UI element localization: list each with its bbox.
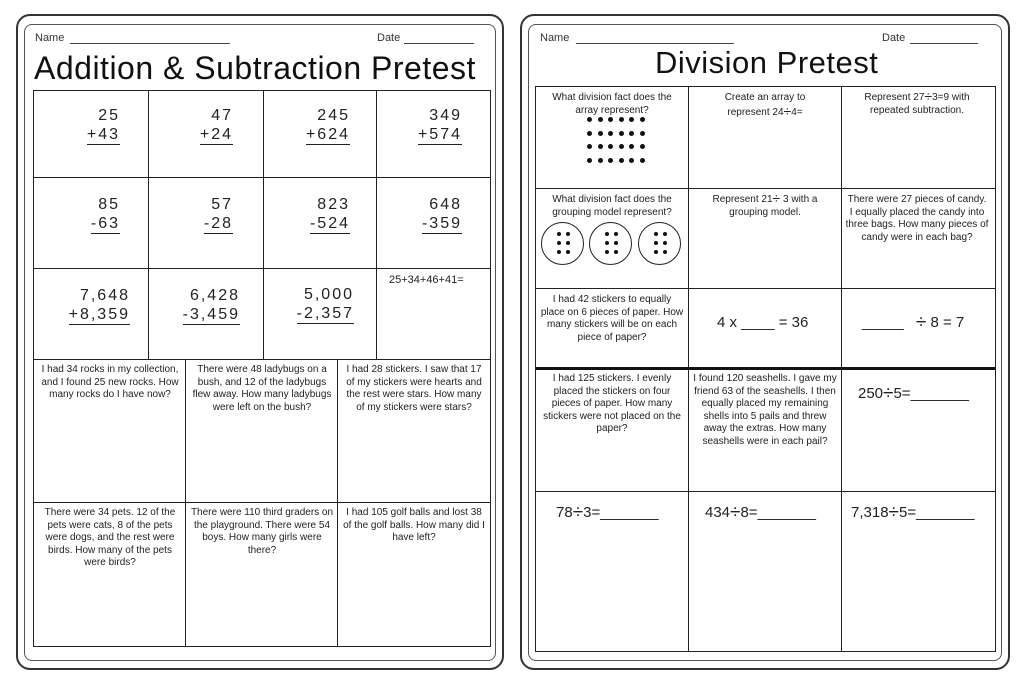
right-date-label: Date [882, 32, 906, 44]
array-dot [619, 158, 624, 163]
group-dot [605, 232, 609, 236]
division-sign-icon: ÷ [924, 88, 933, 104]
right-date-line[interactable] [910, 43, 978, 44]
story-problem: There were 34 pets. 12 of the pets were cats, 8 of the pets were dogs, and the rest were birds. How many of the pets were birds? [44, 507, 176, 568]
missing-dividend-equation [862, 312, 964, 334]
problem-top: 823 [317, 196, 350, 213]
problem-top: 47 [211, 107, 233, 124]
division-equation [851, 502, 974, 524]
problem-bottom: +624 [305, 126, 350, 143]
group-dot [605, 250, 609, 254]
problem-bottom: -524 [309, 215, 350, 232]
array-dot [608, 117, 613, 122]
array-dot [587, 144, 592, 149]
array-dot [640, 131, 645, 136]
even-stickers-story: I had 125 stickers. I evenly placed the stickers on four pieces of paper. How many stickers were not placed on the paper? [543, 373, 681, 434]
grouping-model-prompt [693, 192, 837, 219]
missing-dividend-blank: _____ [862, 314, 904, 331]
group-circle [541, 222, 584, 265]
array-dot [629, 144, 634, 149]
problem-top: 25 [98, 107, 120, 124]
array-dot [640, 144, 645, 149]
division-sign-icon: ÷ [730, 502, 741, 523]
group-dot [566, 250, 570, 254]
array-dot [608, 158, 613, 163]
grouping-prompt-part3: grouping model. [729, 206, 801, 218]
grouping-question: What division fact does the grouping model represent? [552, 194, 672, 218]
left-name-line[interactable] [70, 43, 230, 44]
array-dot [619, 117, 624, 122]
divisor-and-blank: 3=_______ [583, 504, 659, 521]
group-dot [654, 250, 658, 254]
section-divider [536, 367, 995, 370]
right-name-line[interactable] [576, 43, 734, 44]
problem-top: 5,000 [303, 286, 354, 303]
group-dot [654, 232, 658, 236]
group-dot [663, 250, 667, 254]
array-dot [608, 131, 613, 136]
vertical-problem [58, 286, 130, 325]
vertical-problem [183, 195, 233, 234]
array-dot [598, 131, 603, 136]
problem-bottom: -2,357 [296, 305, 354, 322]
vertical-problem [402, 106, 462, 145]
problem-top: 6,428 [189, 287, 240, 304]
vertical-problem [168, 286, 240, 325]
group-dot [654, 241, 658, 245]
group-dot [557, 250, 561, 254]
seashells-story: I found 120 seashells. I gave my friend 63 of the seashells. I then equally placed my remaining shells into 5 pails and threw away the extras. How many seashells were in each pail? [693, 373, 837, 447]
dividend: 434 [705, 504, 731, 521]
array-dot [598, 144, 603, 149]
vertical-problem [70, 106, 120, 145]
dividend: 7,318 [851, 504, 889, 521]
vertical-problem [183, 106, 233, 145]
group-dot [614, 241, 618, 245]
dividend: 78 [556, 504, 573, 521]
story-problem: I had 105 golf balls and lost 38 of the golf balls. How many did I have left? [343, 507, 485, 543]
problem-bottom: -3,459 [182, 306, 240, 323]
create-array-prompt [693, 92, 837, 119]
group-dot [614, 232, 618, 236]
division-sign-icon: ÷ [888, 502, 899, 523]
left-date-line[interactable] [404, 43, 474, 44]
repeated-subtraction-part1: Represent 27 [864, 92, 925, 103]
array-dot [629, 117, 634, 122]
vertical-problem [282, 285, 354, 324]
division-sign-icon: ÷ [883, 383, 894, 404]
vertical-problem [402, 195, 462, 234]
divisor-and-blank: 8=_______ [740, 504, 816, 521]
array-dot [598, 117, 603, 122]
group-dot [557, 241, 561, 245]
repeated-subtraction-part3: repeated subtraction. [870, 104, 964, 116]
right-name-label: Name [540, 32, 570, 44]
stickers-story: I had 42 stickers to equally place on 6 pieces of paper. How many stickers will be on each piece of paper? [540, 294, 684, 343]
array-question: What division fact does the array represent? [552, 92, 672, 116]
dividend: 250 [858, 385, 884, 402]
repeated-subtraction-prompt [845, 90, 989, 117]
group-dot [614, 250, 618, 254]
problem-bottom: +43 [86, 126, 120, 143]
array-dot [619, 131, 624, 136]
story-problem: I had 34 rocks in my collection, and I found 25 new rocks. How many rocks do I have now? [41, 364, 179, 400]
divisor-and-blank: 5=_______ [893, 385, 969, 402]
create-array-line2-end: 4= [791, 106, 803, 118]
array-dot [619, 144, 624, 149]
array-dot [629, 131, 634, 136]
group-dot [663, 232, 667, 236]
group-dot [566, 232, 570, 236]
problem-bottom: +24 [199, 126, 233, 143]
problem-top: 648 [429, 196, 462, 213]
vertical-problem [290, 106, 350, 145]
candy-story: There were 27 pieces of candy. I equally placed the candy into three bags. How many pieces of candy were in each bag? [845, 194, 989, 243]
grouping-prompt-part1: Represent 21 [712, 194, 773, 205]
group-dot [557, 232, 561, 236]
division-equation [556, 502, 659, 524]
right-page-title: Division Pretest [655, 45, 879, 80]
story-problem: There were 110 third graders on the playground. There were 54 boys. How many girls were there? [190, 507, 334, 556]
problem-top: 349 [429, 107, 462, 124]
division-equation [705, 502, 816, 524]
array-dot [598, 158, 603, 163]
group-circle [589, 222, 632, 265]
vertical-problem [290, 195, 350, 234]
array-dot [608, 144, 613, 149]
problem-bottom: +8,359 [68, 306, 130, 323]
left-name-label: Name [35, 32, 65, 44]
division-sign-icon: ÷ [572, 502, 584, 523]
addition-expression: 25+34+46+41= [389, 274, 464, 286]
group-dot [663, 241, 667, 245]
problem-top: 85 [98, 196, 120, 213]
division-sign-icon: ÷ [783, 102, 792, 119]
left-date-label: Date [377, 32, 401, 44]
division-sign-icon: ÷ [772, 190, 781, 206]
story-problem: I had 28 stickers. I saw that 17 of my stickers were hearts and the rest were stars. How many of my stickers were stars? [346, 364, 482, 413]
group-dot [566, 241, 570, 245]
array-dot [587, 158, 592, 163]
problem-top: 245 [317, 107, 350, 124]
grouping-prompt-part2: 3 with a [780, 194, 818, 205]
array-dot [640, 117, 645, 122]
problem-top: 57 [211, 196, 233, 213]
missing-dividend-rest: 8 = 7 [926, 314, 965, 331]
create-array-line2: represent 24 [727, 106, 784, 118]
problem-top: 7,648 [79, 287, 130, 304]
group-dot [605, 241, 609, 245]
array-dot [640, 158, 645, 163]
left-page-title: Addition & Subtraction Pretest [34, 50, 476, 86]
story-problem: There were 48 ladybugs on a bush, and 12 of the ladybugs flew away. How many ladybugs were left on the bush? [192, 364, 332, 413]
problem-bottom: -28 [203, 215, 233, 232]
problem-bottom: +574 [417, 126, 462, 143]
create-array-line1: Create an array to [724, 92, 806, 103]
array-dot [587, 117, 592, 122]
array-dot [629, 158, 634, 163]
vertical-problem [70, 195, 120, 234]
division-sign-icon: ÷ [915, 312, 927, 333]
divisor-and-blank: 5=_______ [898, 504, 975, 521]
group-circle [638, 222, 681, 265]
division-equation [858, 383, 969, 405]
missing-factor-equation: 4 x ____ = 36 [717, 314, 809, 331]
problem-bottom: -359 [421, 215, 462, 232]
repeated-subtraction-part2: 3=9 with [932, 92, 970, 103]
problem-bottom: -63 [90, 215, 120, 232]
array-dot [587, 131, 592, 136]
